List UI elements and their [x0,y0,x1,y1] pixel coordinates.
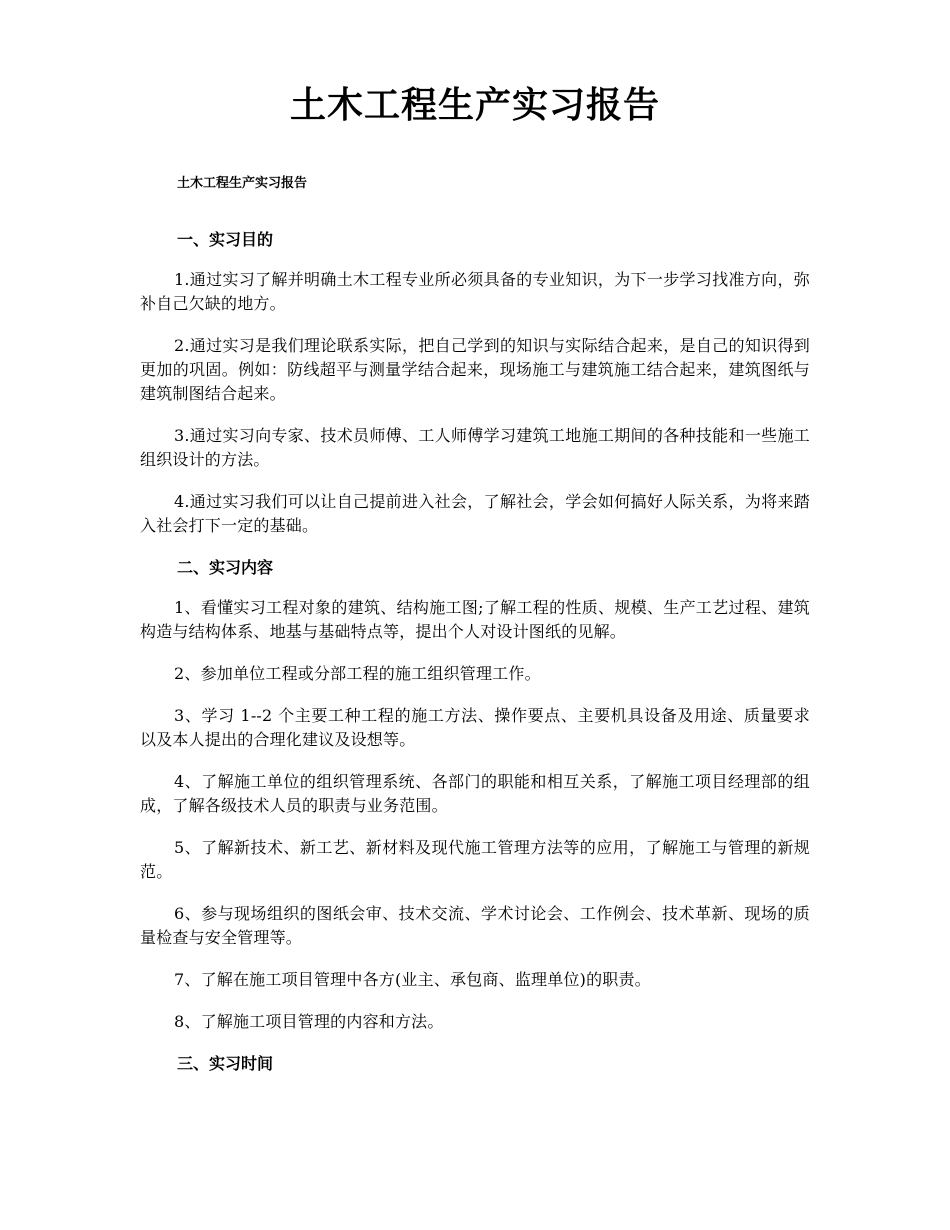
paragraph: 2.通过实习是我们理论联系实际，把自己学到的知识与实际结合起来，是自己的知识得到更加的巩固。例如：防线超平与测量学结合起来，现场施工与建筑施工结合起来，建筑图纸与建筑制图结合起来。 [140,336,810,403]
paragraph: 4、了解施工单位的组织管理系统、各部门的职能和相互关系，了解施工项目经理部的组成，了解各级技术人员的职责与业务范围。 [140,772,810,815]
section-heading-content: 二、实习内容 [177,558,274,577]
paragraph: 7、了解在施工项目管理中各方(业主、承包商、监理单位)的职责。 [174,970,651,989]
paragraph: 2、参加单位工程或分部工程的施工组织管理工作。 [174,664,541,683]
paragraph: 1.通过实习了解并明确土木工程专业所必须具备的专业知识，为下一步学习找准方向，弥补自己欠缺的地方。 [140,270,810,313]
section-heading-purpose: 一、实习目的 [177,230,274,249]
paragraph: 6、参与现场组织的图纸会审、技术交流、学术讨论会、工作例会、技术革新、现场的质量检查与安全管理等。 [140,904,810,947]
paragraph: 3、学习 1--2 个主要工种工程的施工方法、操作要点、主要机具设备及用途、质量要求以及本人提出的合理化建议及设想等。 [140,706,810,749]
paragraph: 3.通过实习向专家、技术员师傅、工人师傅学习建筑工地施工期间的各种技能和一些施工组织设计的方法。 [140,426,810,469]
document-body [140,170,810,1092]
page-title: 土木工程生产实习报告 [289,84,660,126]
paragraph: 1、看懂实习工程对象的建筑、结构施工图;了解工程的性质、规模、生产工艺过程、建筑构造与结构体系、地基与基础特点等，提出个人对设计图纸的见解。 [140,598,810,641]
paragraph: 5、了解新技术、新工艺、新材料及现代施工管理方法等的应用，了解施工与管理的新规范。 [140,838,810,881]
document-subtitle: 土木工程生产实习报告 [177,176,308,191]
paragraph: 8、了解施工项目管理的内容和方法。 [174,1012,444,1031]
section-heading-time: 三、实习时间 [177,1054,274,1073]
paragraph: 4.通过实习我们可以让自己提前进入社会，了解社会，学会如何搞好人际关系，为将来踏入社会打下一定的基础。 [140,492,810,535]
